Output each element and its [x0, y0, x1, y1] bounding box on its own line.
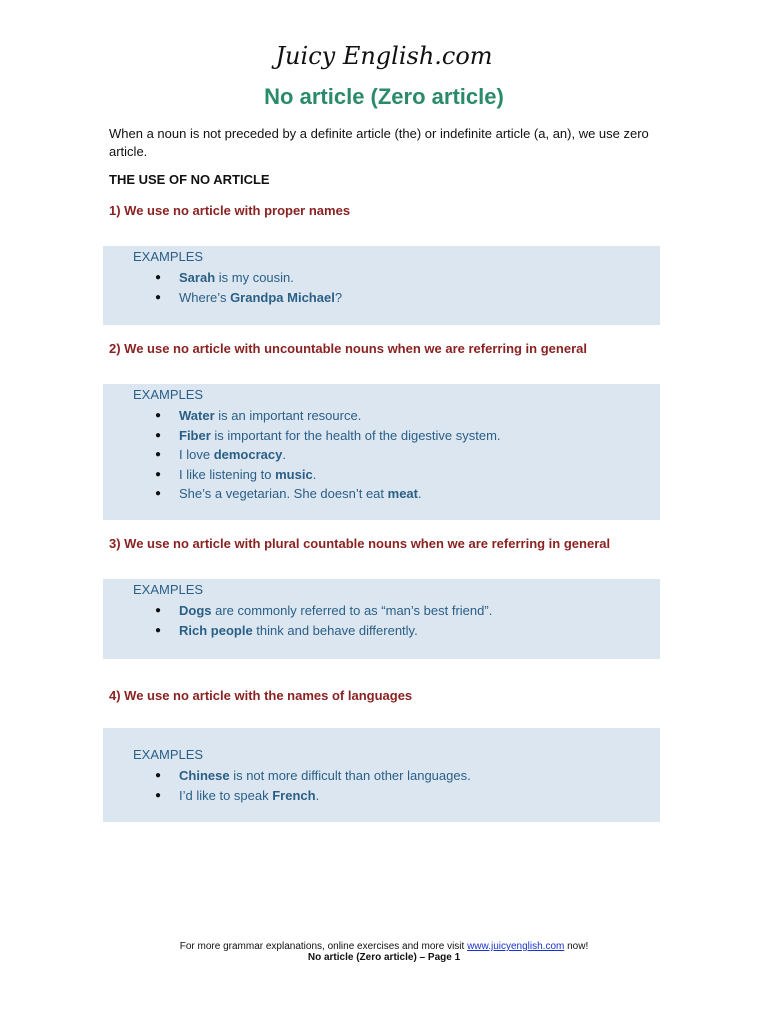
example-keyword: Fiber — [179, 427, 211, 443]
footer-link[interactable]: www.juicyenglish.com — [467, 941, 565, 952]
example-sentence — [179, 621, 418, 641]
example-keyword: Chinese — [179, 768, 230, 783]
example-sentence — [179, 268, 294, 288]
example-text: . — [418, 486, 422, 501]
example-keyword: music — [275, 466, 313, 482]
examples-box-1 — [103, 246, 660, 325]
example-keyword: French — [272, 787, 316, 803]
bullet-icon: ● — [155, 468, 162, 480]
example-text: is not more difficult than other languages. — [229, 768, 471, 783]
brand-logo-text: Juicy English.com — [275, 42, 493, 70]
intro-paragraph: When a noun is not preceded by a definite article (the) or indefinite article (a, an), we use zero article. — [109, 126, 649, 159]
section-heading: THE USE OF NO ARTICLE — [109, 172, 270, 187]
example-sentence — [179, 445, 286, 465]
example-keyword: democracy — [213, 447, 283, 462]
bullet-icon: ● — [155, 272, 162, 283]
example-sentence — [179, 601, 492, 621]
page-title: No article (Zero article) — [264, 84, 504, 109]
example-sentence — [179, 786, 319, 806]
example-keyword: Water — [179, 408, 215, 423]
example-sentence — [179, 288, 342, 308]
examples-box-3 — [103, 579, 660, 659]
bullet-icon: ● — [155, 605, 162, 616]
rule-heading-2: 2) We use no article with uncountable nouns when we are referring in general — [109, 341, 587, 356]
example-text: are commonly referred to as “man’s best friend”. — [211, 603, 493, 618]
example-text: I’d like to speak — [179, 787, 273, 803]
example-sentence — [179, 426, 501, 446]
rule-heading-3: 3) We use no article with plural countable nouns when we are referring in general — [109, 536, 611, 551]
bullet-icon: ● — [155, 449, 162, 460]
bullet-icon: ● — [155, 770, 162, 781]
examples-box-4 — [103, 728, 660, 822]
example-text: is important for the health of the digestive system. — [210, 427, 501, 443]
example-keyword: meat — [387, 486, 418, 501]
bullet-icon: ● — [155, 291, 162, 303]
examples-label: EXAMPLES — [133, 582, 204, 597]
examples-label: EXAMPLES — [133, 387, 204, 402]
example-keyword: Rich people — [179, 622, 253, 638]
example-keyword: Dogs — [179, 603, 212, 618]
example-keyword: Sarah — [179, 270, 216, 285]
example-text: Where’s — [179, 289, 231, 305]
rule-heading-4: 4) We use no article with the names of languages — [109, 688, 413, 703]
footer-page-label: No article (Zero article) – Page 1 — [307, 952, 461, 963]
bullet-icon: ● — [155, 624, 162, 636]
examples-box-2 — [103, 384, 660, 520]
example-text: I like listening to — [179, 466, 276, 482]
example-text: think and behave differently. — [252, 622, 418, 638]
example-text: . — [315, 787, 320, 803]
rule-heading-1: 1) We use no article with proper names — [109, 203, 351, 218]
example-sentence — [179, 766, 471, 786]
examples-label: EXAMPLES — [133, 249, 204, 264]
example-text: She’s a vegetarian. She doesn’t eat — [179, 486, 388, 501]
bullet-icon: ● — [155, 429, 162, 441]
bullet-icon: ● — [155, 789, 162, 801]
footer-promo-text: For more grammar explanations, online exercises and more visit — [179, 941, 468, 952]
example-sentence — [179, 484, 422, 504]
footer-promo-end: now! — [564, 941, 589, 952]
examples-label: EXAMPLES — [133, 747, 204, 762]
example-text: is an important resource. — [214, 408, 362, 423]
example-text: . — [282, 447, 286, 462]
bullet-icon: ● — [155, 410, 162, 421]
example-text: is my cousin. — [215, 270, 294, 285]
footer-promo — [0, 941, 768, 952]
example-text: I love — [179, 447, 214, 462]
bullet-icon: ● — [155, 488, 162, 499]
example-sentence — [179, 465, 316, 485]
example-sentence — [179, 406, 361, 426]
example-text: . — [312, 466, 317, 482]
example-keyword: Grandpa Michael — [230, 289, 335, 305]
example-text: ? — [334, 289, 343, 305]
